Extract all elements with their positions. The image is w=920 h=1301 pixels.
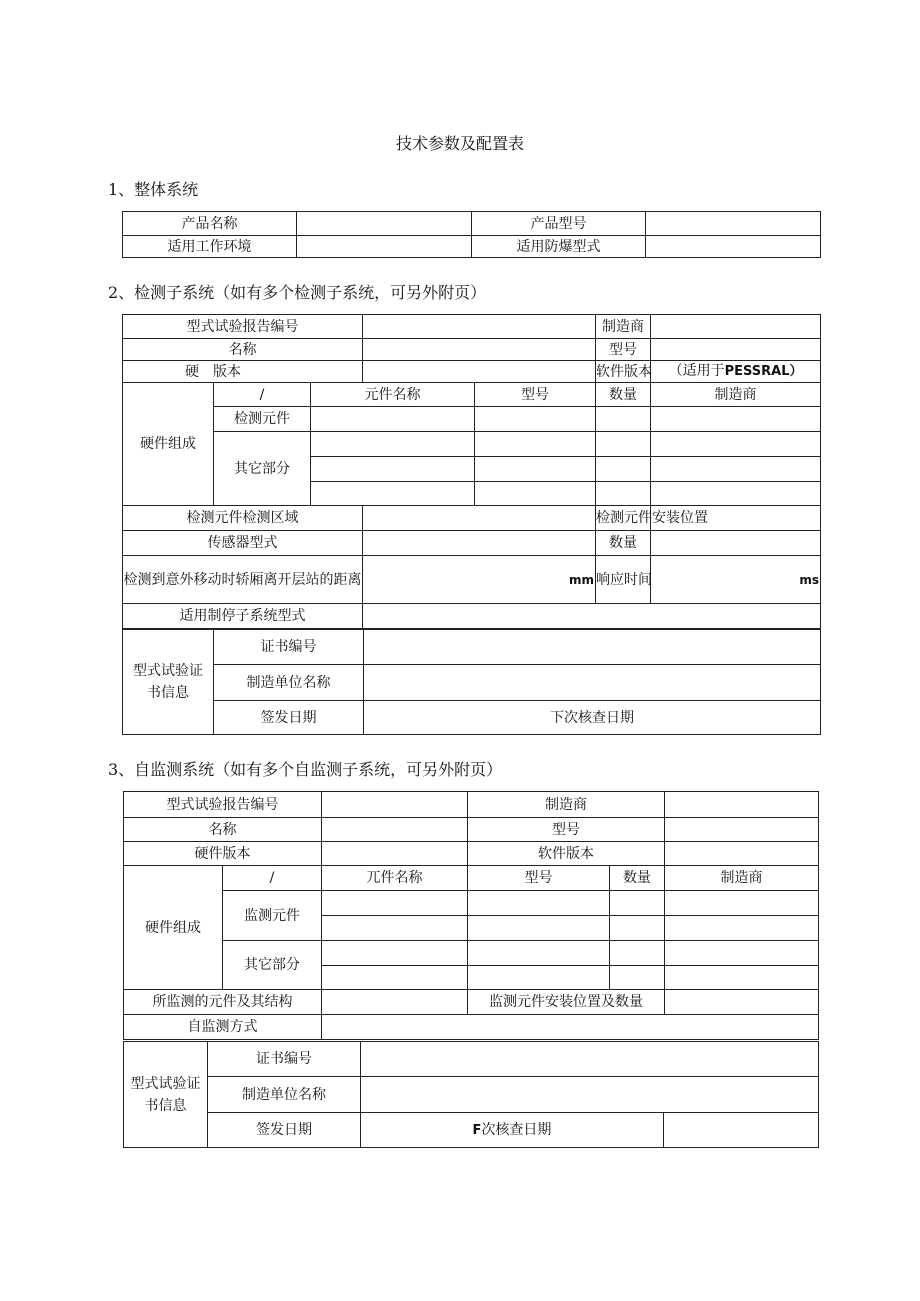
other-parts-label: 其它部分 [214,432,311,506]
report-no-label: 型式试验报告编号 [123,315,363,339]
sm-other-manufacturer-2[interactable] [665,966,819,990]
work-env-label: 适用工作环境 [123,236,297,258]
name-label: 名称 [123,339,363,361]
other-parts-qty-2[interactable] [596,457,651,482]
pessral-prefix: （适用于 [668,363,725,379]
detect-element-name[interactable] [311,407,475,432]
page-title: 技术参数及配置表 [395,134,524,153]
section-1-heading: 1、整体系统 [108,180,199,199]
sm-hw-version-value[interactable] [322,842,468,866]
issue-date-label: 签发日期 [214,701,364,735]
sm-monitor-manufacturer-2[interactable] [665,916,819,941]
hw-version-label [123,361,363,383]
section-2-heading: 2、检测子系统（如有多个检测子系统，可另外附页） [108,283,487,302]
sensor-qty-value[interactable] [651,531,821,556]
detect-element-qty[interactable] [596,407,651,432]
detection-subsystem-table [122,314,821,629]
install-pos-label: 检测元件安装位置 [596,506,651,531]
sm-other-manufacturer-1[interactable] [665,941,819,966]
sm-method-value[interactable] [322,1015,819,1040]
work-env-value[interactable] [297,236,472,258]
sw-version-value[interactable] [651,361,821,383]
sm-cert-info-label: 型式试验证书信息 [124,1042,208,1148]
other-parts-qty-3[interactable] [596,482,651,506]
sm-name-value[interactable] [322,818,468,842]
overall-system-table [122,211,821,258]
sm-install-pos-value[interactable] [665,990,819,1015]
sw-version-label: 软件版本 [596,361,651,383]
sm-comp-qty-header: 数量 [610,866,665,891]
other-parts-manufacturer-1[interactable] [651,432,821,457]
other-parts-name-2[interactable] [311,457,475,482]
sm-hw-composition-label: 硬件组成 [124,866,223,990]
cert-no-label: 证书编号 [214,630,364,665]
other-parts-name-3[interactable] [311,482,475,506]
sm-other-name-1[interactable] [322,941,468,966]
sm-cert-org-value[interactable] [361,1077,819,1113]
detection-cert-table [122,629,821,735]
sm-method-label: 自监测方式 [124,1015,322,1040]
sm-comp-model-header: 型号 [468,866,610,891]
hw-composition-label: 硬件组成 [123,383,214,506]
detect-element-model[interactable] [475,407,596,432]
self-monitor-table [123,791,819,1040]
product-name-label: 产品名称 [123,212,297,236]
sensor-type-value[interactable] [363,531,596,556]
detect-element-label: 检测元件 [214,407,311,432]
hw-version-label-a: 硬 [185,363,199,380]
sm-other-model-1[interactable] [468,941,610,966]
sm-monitored-value[interactable] [322,990,468,1015]
sm-cert-org-label: 制造单位名称 [208,1077,361,1113]
sm-other-name-2[interactable] [322,966,468,990]
response-time-unit: ms [799,572,820,587]
other-parts-name-1[interactable] [311,432,475,457]
cert-org-value[interactable] [364,665,821,701]
model-label: 型号 [596,339,651,361]
manufacturer-value[interactable] [651,315,821,339]
ex-type-value[interactable] [646,236,821,258]
other-parts-qty-1[interactable] [596,432,651,457]
other-parts-model-2[interactable] [475,457,596,482]
sm-next-check-text: 次核查日期 [481,1121,552,1138]
comp-name-header: 元件名称 [311,383,475,407]
cert-info-label: 型式试验证书信息 [123,630,214,735]
sm-comp-name-header: 兀件名称 [322,866,468,891]
comp-qty-header: 数量 [596,383,651,407]
sm-report-no-value[interactable] [322,792,468,818]
product-model-label: 产品型号 [472,212,646,236]
sm-other-parts-label: 其它部分 [223,941,322,990]
sm-hw-version-label: 硬件版本 [124,842,322,866]
other-parts-model-3[interactable] [475,482,596,506]
sm-manufacturer-value[interactable] [665,792,819,818]
sm-cert-no-value[interactable] [361,1042,819,1077]
comp-slash-header: / [214,383,311,407]
detect-area-value[interactable] [363,506,596,531]
sm-issue-date-label: 签发日期 [208,1113,361,1148]
sm-comp-manufacturer-header: 制造商 [665,866,819,891]
sm-monitor-model-1[interactable] [468,891,610,916]
report-no-value[interactable] [363,315,596,339]
hw-version-value[interactable] [363,361,596,383]
sensor-qty-label: 数量 [596,531,651,556]
sm-sw-version-label: 软件版本 [468,842,665,866]
sm-model-value[interactable] [665,818,819,842]
sm-monitor-name-1[interactable] [322,891,468,916]
sm-next-check-prefix: F [472,1122,482,1138]
sm-comp-slash-header: / [223,866,322,891]
other-parts-manufacturer-3[interactable] [651,482,821,506]
manufacturer-label: 制造商 [596,315,651,339]
distance-value[interactable] [363,556,596,604]
sm-other-qty-1[interactable] [610,941,665,966]
cert-no-value[interactable] [364,630,821,665]
sm-monitor-qty-1[interactable] [610,891,665,916]
sm-report-no-label: 型式试验报告编号 [124,792,322,818]
sm-cert-no-label: 证书编号 [208,1042,361,1077]
detect-area-label: 检测元件检测区域 [123,506,363,531]
cert-org-label: 制造单位名称 [214,665,364,701]
sensor-type-label: 传感器型式 [123,531,363,556]
response-time-value[interactable] [651,556,821,604]
sm-sw-version-value[interactable] [665,842,819,866]
sm-monitor-model-2[interactable] [468,916,610,941]
other-parts-model-1[interactable] [475,432,596,457]
ex-type-label: 适用防爆型式 [472,236,646,258]
comp-model-header: 型号 [475,383,596,407]
sm-monitor-element-label: 监测元件 [223,891,322,941]
distance-unit: mm [569,572,595,587]
sm-next-check-label [361,1113,664,1148]
response-time-label: 响应时间 [596,556,651,604]
sm-install-pos-label: 监测元件安装位置及数量 [468,990,665,1015]
sm-monitored-label: 所监测的元件及其结构 [124,990,322,1015]
sm-other-model-2[interactable] [468,966,610,990]
product-model-value[interactable] [646,212,821,236]
section-3-heading: 3、自监测系统（如有多个自监测子系统，可另外附页） [108,760,503,779]
name-value[interactable] [363,339,596,361]
hw-version-label-b: 版本 [213,363,241,380]
stop-subsystem-label: 适用制停子系统型式 [123,604,363,629]
pessral-code: PESSRAL） [724,364,803,379]
next-check-label: 下次核查日期 [364,701,821,735]
sm-model-label: 型号 [468,818,665,842]
detect-element-manufacturer[interactable] [651,407,821,432]
sm-other-qty-2[interactable] [610,966,665,990]
sm-name-label: 名称 [124,818,322,842]
sm-next-check-value[interactable] [664,1113,819,1148]
sm-monitor-qty-2[interactable] [610,916,665,941]
sm-manufacturer-label: 制造商 [468,792,665,818]
other-parts-manufacturer-2[interactable] [651,457,821,482]
model-value[interactable] [651,339,821,361]
product-name-value[interactable] [297,212,472,236]
sm-monitor-name-2[interactable] [322,916,468,941]
comp-manufacturer-header: 制造商 [651,383,821,407]
stop-subsystem-value[interactable] [363,604,821,629]
sm-monitor-manufacturer-1[interactable] [665,891,819,916]
self-monitor-cert-table [123,1041,819,1148]
distance-label: 检测到意外移动时轿厢离开层站的距离 [123,556,363,604]
